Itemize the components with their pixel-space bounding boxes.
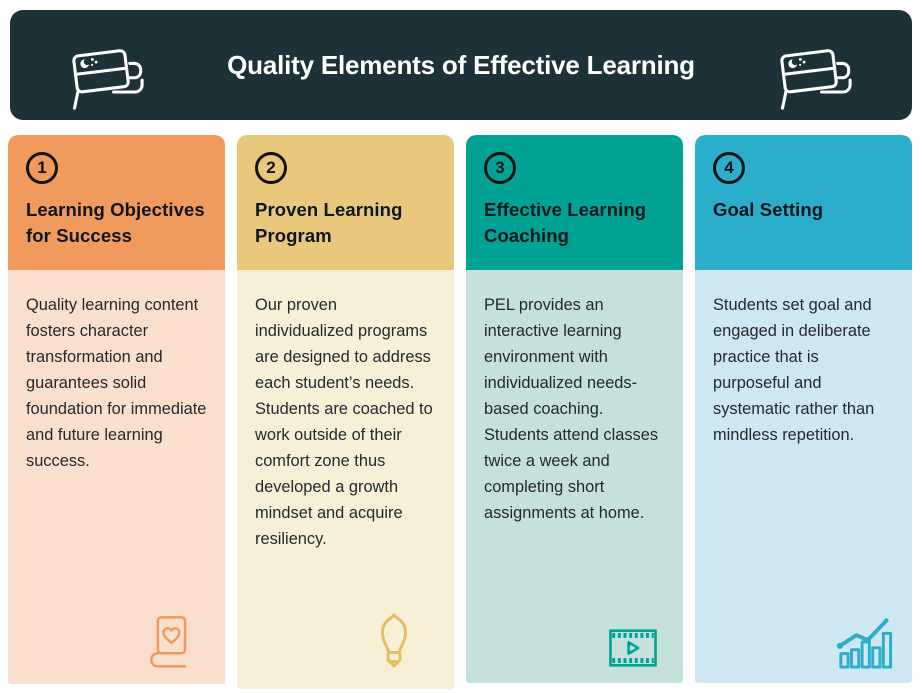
column-title: Learning Objectives for Success [26,199,205,247]
column-text: PEL provides an interactive learning environment with individualized needs-based coaching. Students attend classes twice a week and completing short assignments at home. [484,296,659,522]
column-header [695,135,912,270]
column-header [237,135,454,270]
column-body [8,270,225,684]
lightbulb-icon [372,612,416,676]
card-goal-setting [695,135,912,683]
column-text: Our proven individualized programs are designed to address each student’s needs. Students are coached to work outside of their comfort zone thus developed a growth mindset and acquire resiliency. [255,296,433,548]
column-body [237,270,454,689]
step-number-badge: 4 [713,152,745,184]
step-number-badge: 1 [26,152,58,184]
card-effective-coaching [466,135,683,683]
columns-row [8,135,914,689]
step-number-badge: 2 [255,152,287,184]
column-body [695,270,912,683]
card-proven-program [237,135,454,689]
singapore-flag-icon [768,32,856,112]
column-text: Quality learning content fosters character transformation and guarantees solid foundation for immediate and future learning success. [26,296,207,470]
bar-chart-trend-icon [833,612,897,670]
banner [10,10,912,120]
singapore-flag-icon [60,32,148,112]
column-header [8,135,225,270]
column-text: Students set goal and engaged in deliberate practice that is purposeful and systematic rather than mindless repetition. [713,296,875,444]
banner-title: Quality Elements of Effective Learning [227,49,695,80]
step-number-badge: 3 [484,152,516,184]
video-film-icon [607,626,659,670]
card-learning-objectives [8,135,225,684]
column-body [466,270,683,683]
book-heart-icon [143,611,199,671]
column-title: Proven Learning Program [255,199,403,247]
column-header [466,135,683,270]
column-title: Effective Learning Coaching [484,199,647,247]
column-title: Goal Setting [713,199,824,220]
